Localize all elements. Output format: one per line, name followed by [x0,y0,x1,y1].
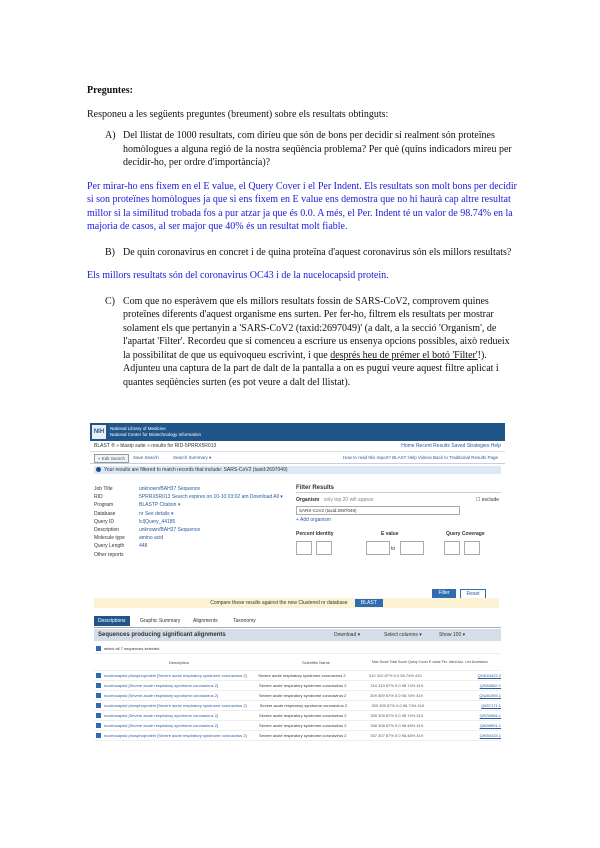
job-details [94,485,289,559]
select-all-checkbox[interactable] [96,646,101,651]
breadcrumb-bar [90,441,505,452]
question-label: B) [105,246,115,258]
results-tabs [94,615,501,628]
question-b [105,246,517,260]
row-scores: 308 308 87% 0.0 98.48% 419 [370,723,424,728]
row-description[interactable]: nucleocapsid [Severe acute respiratory syndrome coronavirus 2] [104,693,219,698]
row-scientific-name: Severe acute respiratory syndrome coronavirus 2 [259,703,348,708]
question-text-part: !). Adjunteu una captura de la part de dalt de la pantalla a on es pugui veure aquest filtre aplicat i quantes seqüències surten (es pot veure a dalt del llistat). [123,349,499,388]
table-row[interactable] [94,731,501,741]
save-search-button[interactable]: Save Search [133,455,159,460]
job-row [94,493,289,501]
evalue-label: E value [381,531,399,537]
job-row [94,518,289,526]
job-key: Query ID [94,518,115,525]
job-key: Database [94,510,116,517]
row-scores: 309 309 87% 0.0 98.74% 419 [370,713,424,718]
reset-button[interactable]: Reset [460,589,486,600]
filter-title: Filter Results [296,485,501,493]
row-description[interactable]: nucleocapsid phosphoprotein [Severe acute respiratory syndrome coronavirus 2] [104,703,247,708]
job-row [94,534,289,542]
question-text [123,295,517,390]
row-scientific-name: Severe acute respiratory syndrome coronavirus 2 [258,673,346,678]
row-accession[interactable]: QIU81593.1 [479,693,501,698]
download-menu[interactable]: Download ▾ [334,632,361,638]
evalue-max[interactable] [400,541,424,555]
question-a [105,129,517,170]
exclude-checkbox[interactable]: ☐ exclude [475,497,499,503]
row-scientific-name: Severe acute respiratory syndrome coronavirus 2 [258,693,347,698]
select-all-label: select all 7 sequences selected [104,646,160,651]
job-value: unknown/BAH37 Sequence [139,526,201,533]
row-scientific-name: Severe acute respiratory syndrome coronavirus 2 [259,723,347,728]
row-accession[interactable]: QIS60562.1 [479,683,501,688]
help-links[interactable]: How to read this report? BLAST Help Videos Back to Traditional Results Page [342,455,498,460]
job-row [94,485,289,493]
job-value: unknown/BAH37 Sequence [139,486,201,492]
question-label: A) [105,130,116,141]
row-description[interactable]: nucleocapsid phosphoprotein [Severe acute respiratory syndrome coronavirus 2] [104,733,247,738]
tab-graphic-summary[interactable]: Graphic Summary [140,618,181,624]
row-accession[interactable]: QIA98591.1 [479,723,501,728]
compare-blast-button[interactable]: BLAST [355,599,383,607]
row-scientific-name: Severe acute respiratory syndrome coronavirus 2 [259,733,347,738]
edit-search-button[interactable]: « Edit Search [94,454,129,463]
organism-hint: only top 20 will appear [323,497,374,503]
top-nav[interactable]: Home Recent Results Saved Strategies Help [401,443,501,449]
select-columns-menu[interactable]: Select columns ▾ [384,632,422,638]
row-description[interactable]: nucleocapsid phosphoprotein [Severe acute respiratory syndrome coronavirus 2] [104,673,247,678]
question-label: C) [105,295,115,307]
row-checkbox[interactable] [96,683,101,688]
job-key: Job Title [94,486,113,492]
answer-b: Els millors resultats són del coronavirus OC43 i de la nucelocapsid protein. [87,270,389,281]
table-row[interactable] [94,681,501,691]
job-row [94,526,289,534]
sequences-title: Sequences producing significant alignments [98,632,226,638]
row-description[interactable]: nucleocapsid [Severe acute respiratory syndrome coronavirus 2] [104,713,219,718]
tab-descriptions[interactable]: Descriptions [94,616,130,626]
table-row[interactable] [94,721,501,731]
job-row [94,501,289,509]
pct-identity-min[interactable] [296,541,312,555]
query-coverage-label: Query Coverage [446,531,485,537]
row-scores: 309 309 87% 0.0 98.74% 419 [371,703,425,708]
table-header-row [94,654,501,671]
row-accession[interactable]: QHD43423.2 [477,673,501,678]
percent-identity-label: Percent Identity [296,531,334,537]
section-heading: Preguntes: [87,85,133,96]
job-value: amino acid [139,535,164,542]
ncbi-header [90,423,505,441]
nih-logo: NIH [92,425,106,439]
job-key: Query Length [94,543,125,550]
job-value: lcl|Query_44185 [139,518,176,525]
blast-screenshot [90,423,505,753]
table-row[interactable] [94,701,501,711]
table-row[interactable] [94,691,501,701]
evalue-min[interactable] [366,541,390,555]
table-row[interactable] [94,671,501,681]
intro-text: Responeu a les següents preguntes (breument) sobre els resultats obtinguts: [87,108,389,120]
tab-taxonomy[interactable]: Taxonomy [233,618,256,624]
tab-alignments[interactable]: Alignments [193,618,218,624]
job-value: 5PRRX5R013 Search expires on 10-10 03:02 am Download All ▾ [139,494,283,501]
question-c [105,295,517,390]
col-description: Description [168,659,189,665]
job-key: Molecule type [94,535,125,542]
search-summary-button[interactable]: Search Summary ▾ [173,455,212,460]
question-text: De quin coronavirus en concret i de quina proteïna d'aquest coronavirus són els millors resultats? [123,246,512,258]
add-organism-link[interactable]: + Add organism [296,517,331,523]
job-row [94,551,289,559]
coverage-min[interactable] [444,541,460,555]
job-key: Program [94,502,114,509]
sequences-header [94,629,501,641]
row-accession[interactable]: QIS30584.1 [479,713,501,718]
job-value: 448 [139,543,148,550]
document-body [87,84,517,399]
job-value: BLASTP Citation ▾ [139,502,181,509]
row-scientific-name: Severe acute respiratory syndrome coronavirus 2 [259,713,347,718]
row-accession[interactable]: QII57171.1 [481,703,501,708]
row-checkbox[interactable] [96,703,101,708]
job-row [94,510,289,518]
row-accession[interactable]: QIK50433.1 [479,733,501,738]
breadcrumb[interactable]: BLAST ® » blastp suite » results for RID-5PRRX5R013 [94,443,217,449]
row-checkbox[interactable] [96,723,101,728]
question-text: Del llistat de 1000 resultats, com diríeu que són de bons per decidir si realment són proteïnes homòlogues a alguna regió de la nostra seqüència problema? Per què (quins indicadors mireu per decidir-ho, per ordre d'importància)? [123,130,512,168]
row-scores: 310 310 87% 0.0 98.74% 419 [368,673,422,678]
job-key: Description [94,526,120,533]
col-scientific-name: Scientific Name [302,659,330,665]
organism-input[interactable]: SARS-CoV2 (taxid:2697049) [296,506,460,515]
row-description[interactable]: nucleocapsid [Severe acute respiratory syndrome coronavirus 2] [104,683,219,688]
organism-label: Organism [296,497,320,503]
compare-banner [94,598,499,608]
show-select[interactable]: Show 100 ▾ [439,632,466,638]
table-row[interactable] [94,711,501,721]
row-scores: 309 309 87% 0.0 98.74% 419 [370,693,423,698]
row-scores: 310 310 87% 0.0 98.74% 419 [370,683,424,688]
exclude-label: exclude [481,497,499,503]
job-key: Other reports [94,551,124,558]
filter-button[interactable]: Filter [432,589,456,598]
filter-info-banner: Your results are filtered to match records that include: SARS-CoV2 (taxid:2697049) [94,466,501,474]
col-numeric-headers: Max Score Total Score Query Cover E value Per. Ident Acc. Len Accession [372,660,488,664]
to-label: to [391,546,396,552]
underlined-text: després heu de prémer el botó 'Filter' [330,349,478,361]
select-all-row [94,644,501,654]
row-checkbox[interactable] [96,713,101,718]
sequences-table [94,644,501,741]
row-checkbox[interactable] [96,693,101,698]
ncbi-title: National Library of Medicine National Center for Biotechnology Information [110,426,202,437]
row-checkbox[interactable] [96,733,101,738]
job-value: nr See details ▾ [139,510,174,517]
row-checkbox[interactable] [96,673,101,678]
row-scores: 307 307 87% 0.0 98.48% 419 [370,733,424,738]
row-scientific-name: Severe acute respiratory syndrome coronavirus 2 [259,683,347,688]
question-text-part: Com que no esperàvem que els millors resultats fossin de SARS-CoV2, comprovem quines proteïnes diferents d'aquest organisme ens surten. Per fer-ho, filtrem els resultats per mostrar solament els que pertanyin a 'SARS-CoV2 (taxid:2697049)' (a dalt, a la secció 'Organism', de l'apartat 'Filter'. Recordeu que si comenceu a escriure us ensenya opcions possibles, això redueix la possibilitat de que us equivoqueu escrivint, i que [123,295,510,361]
answer-a: Per mirar-ho ens fixem en el E value, el Query Cover i el Per Indent. Els resultats son molt bons per decidir si son proteïnes homòlogues ja que si ens fixem en E value ens demostra que no hi haurà cap altre resultat millor si la simílitud trobada fos a pur atzar ja que és 0.0. A més, el Per. Indent té un valor de 98.74% en la majoria de casos, al ser major que 40% és un resultat molt fiable. [87,180,517,232]
filter-panel [296,485,501,595]
pct-identity-max[interactable] [316,541,332,555]
job-row [94,542,289,550]
coverage-max[interactable] [464,541,480,555]
compare-text: Compare these results against the new Clustered nr database [210,600,348,606]
toolbar [90,452,505,464]
row-description[interactable]: nucleocapsid [Severe acute respiratory syndrome coronavirus 2] [104,723,219,728]
job-key: RID [94,494,103,501]
